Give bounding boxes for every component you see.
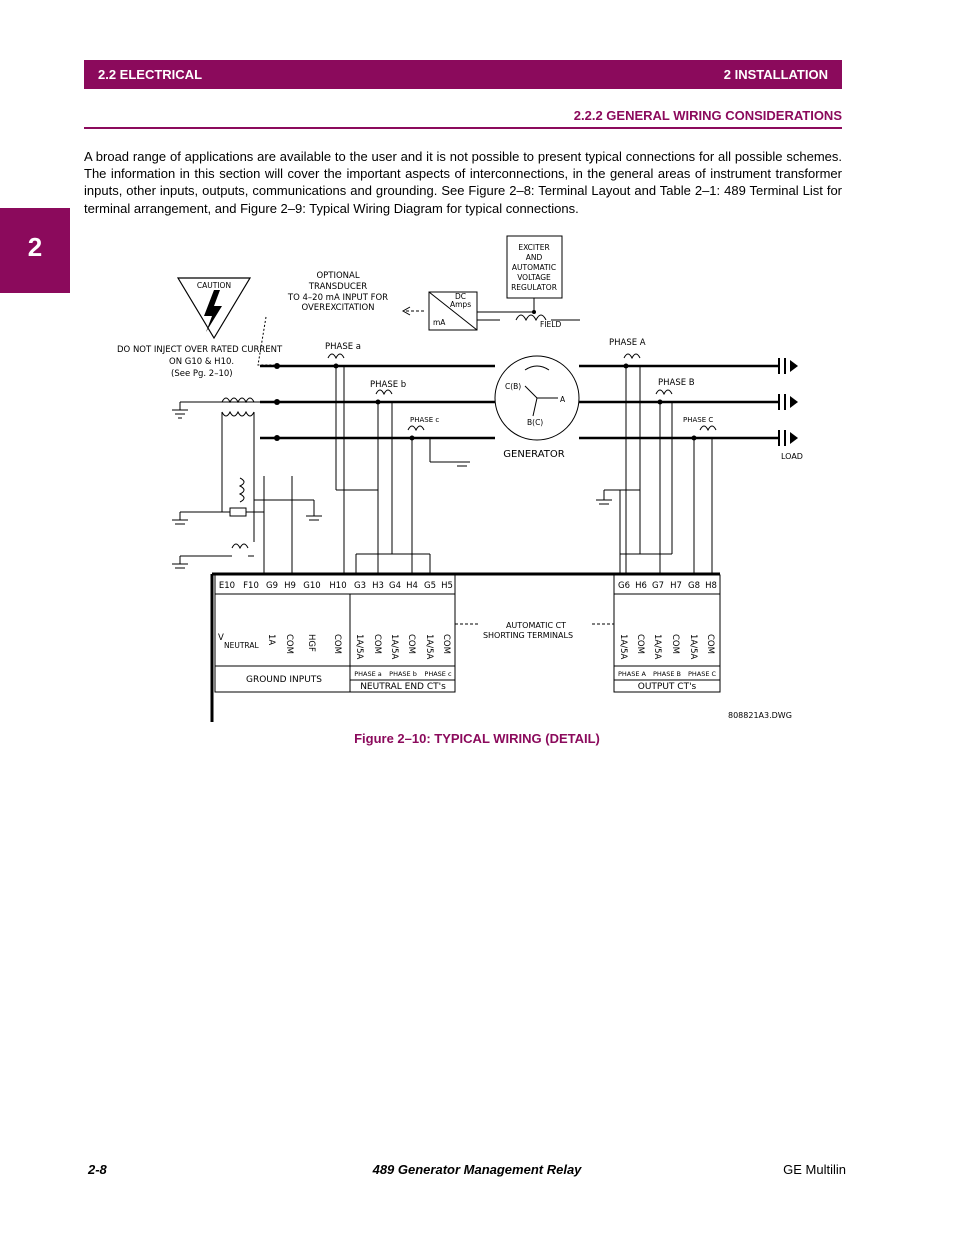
func-1a5a-c: 1A/5A — [424, 634, 434, 660]
func-1a: 1A — [266, 634, 276, 646]
gen-bc: B(C) — [527, 418, 544, 427]
terminal-e10: E10 — [218, 581, 236, 591]
vneutral-v: V — [218, 633, 224, 643]
ground-inputs-label: GROUND INPUTS — [245, 675, 323, 685]
phase-b-left: PHASE b — [370, 380, 407, 390]
drawing-number: 808821A3.DWG — [728, 711, 792, 720]
subsection-title: 2.2.2 GENERAL WIRING CONSIDERATIONS — [573, 108, 842, 123]
phase-small-B: PHASE B — [652, 670, 682, 678]
warning-line-2: ON G10 & H10. — [169, 357, 235, 367]
terminal-h8: H8 — [705, 581, 717, 591]
vneutral-sub: NEUTRAL — [224, 641, 259, 650]
output-cts-label: OUTPUT CT's — [637, 682, 697, 692]
phase-small-c: PHASE c — [424, 670, 452, 678]
warning-line-3: (See Pg. 2–10) — [171, 369, 233, 379]
func-1a5a-b: 1A/5A — [389, 634, 399, 660]
func-com-1: COM — [284, 634, 294, 654]
transducer-line-3: TO 4–20 mA INPUT FOR — [287, 293, 389, 303]
wiring-diagram — [110, 228, 840, 728]
terminal-h9: H9 — [284, 581, 296, 591]
exciter-line-3: AUTOMATIC — [511, 263, 557, 272]
transducer-dc: DC — [455, 292, 467, 301]
phase-c-right: PHASE C — [683, 416, 714, 424]
func-com-6: COM — [635, 634, 645, 654]
transducer-ma: mA — [433, 318, 446, 327]
exciter-line-1: EXCITER — [518, 243, 550, 252]
gen-cb: C(B) — [505, 382, 522, 391]
phase-small-a: PHASE a — [354, 670, 382, 678]
terminal-h5: H5 — [441, 581, 453, 591]
func-1a5a-a: 1A/5A — [354, 634, 364, 660]
phase-b-right: PHASE B — [658, 378, 695, 388]
figure-caption: Figure 2–10: TYPICAL WIRING (DETAIL) — [354, 731, 600, 746]
section-header-bar — [84, 60, 842, 89]
transducer-line-4: OVEREXCITATION — [301, 303, 375, 313]
terminal-g10: G10 — [303, 581, 321, 591]
terminal-g6: G6 — [618, 581, 630, 591]
divider — [84, 127, 842, 129]
load-label: LOAD — [781, 452, 803, 461]
terminal-h4: H4 — [406, 581, 418, 591]
func-com-7: COM — [670, 634, 680, 654]
terminal-f10: F10 — [243, 581, 259, 591]
func-hgf: HGF — [306, 634, 316, 652]
footer-title: 489 Generator Management Relay — [372, 1162, 582, 1177]
footer-company: GE Multilin — [783, 1162, 846, 1177]
section-title: 2.2 ELECTRICAL — [98, 67, 203, 82]
phase-a-right: PHASE A — [609, 338, 646, 348]
func-1a5a-A: 1A/5A — [618, 634, 628, 660]
phase-small-A: PHASE A — [618, 670, 646, 678]
terminal-g9: G9 — [266, 581, 278, 591]
exciter-line-4: VOLTAGE — [517, 273, 551, 282]
chapter-title: 2 INSTALLATION — [723, 67, 828, 82]
func-1a5a-B: 1A/5A — [652, 634, 662, 660]
terminal-g5: G5 — [424, 581, 436, 591]
terminal-h10: H10 — [329, 581, 347, 591]
exciter-line-5: REGULATOR — [511, 283, 557, 292]
func-com-4: COM — [406, 634, 416, 654]
caution-label: CAUTION — [196, 281, 232, 290]
func-1a5a-C: 1A/5A — [688, 634, 698, 660]
terminal-h7: H7 — [670, 581, 682, 591]
terminal-h3: H3 — [372, 581, 384, 591]
transducer-line-2: TRANSDUCER — [308, 282, 368, 292]
shorting-line-2: SHORTING TERMINALS — [482, 631, 574, 640]
terminal-h6: H6 — [635, 581, 647, 591]
func-com-5: COM — [441, 634, 451, 654]
func-com-3: COM — [372, 634, 382, 654]
generator-label: GENERATOR — [503, 449, 565, 460]
transducer-line-1: OPTIONAL — [316, 271, 360, 281]
func-com-2: COM — [332, 634, 342, 654]
terminal-g4: G4 — [389, 581, 401, 591]
phase-small-C: PHASE C — [687, 670, 717, 678]
chapter-tab[interactable]: 2 — [0, 208, 70, 293]
terminal-g7: G7 — [652, 581, 664, 591]
field-label: FIELD — [540, 320, 562, 329]
shorting-line-1: AUTOMATIC CT — [505, 621, 567, 630]
phase-a-left: PHASE a — [325, 342, 362, 352]
transducer-amps: Amps — [450, 300, 472, 309]
phase-small-b: PHASE b — [389, 670, 417, 678]
gen-a: A — [560, 395, 566, 404]
terminal-g3: G3 — [354, 581, 366, 591]
func-com-8: COM — [705, 634, 715, 654]
exciter-line-2: AND — [525, 253, 543, 262]
neutral-end-label: NEUTRAL END CT's — [360, 682, 446, 692]
terminal-g8: G8 — [688, 581, 700, 591]
phase-c-left: PHASE c — [410, 416, 440, 424]
footer-page-number: 2-8 — [88, 1162, 107, 1177]
body-paragraph: A broad range of applications are available to the user and it is not possible to present typical connections for all possible schemes. The information in this section will cover the important aspects of interconnections, in the general areas of instrument transformer inputs, other inputs, outputs, communications and grounding. See Figure 2–8: Terminal Layout and Table 2–1: 489 Terminal List for terminal arrangement, and Figure 2–9: Typical Wiring Diagram for typical connections. — [84, 149, 842, 216]
warning-line-1: DO NOT INJECT OVER RATED CURRENT — [117, 345, 283, 355]
